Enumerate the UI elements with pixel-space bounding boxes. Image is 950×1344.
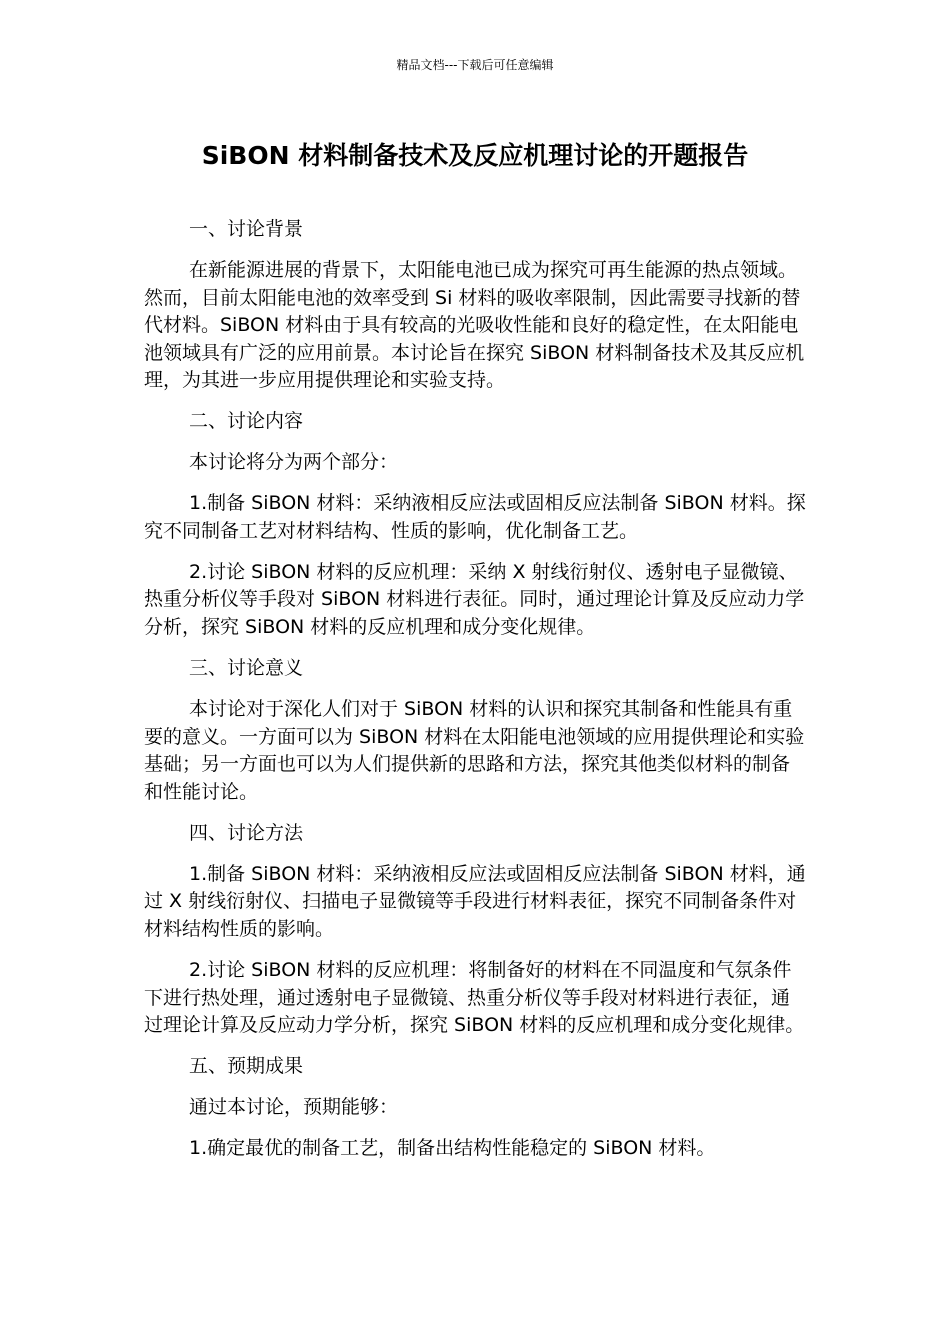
page-header: 精品文档---下载后可任意编辑 [396,58,554,72]
paragraph-background: 在新能源进展的背景下，太阳能电池已成为探究可再生能源的热点领域。然而，目前太阳能电池的效率受到 Si 材料的吸收率限制，因此需要寻找新的替代材料。SiBON 材料由于具有较高的光吸收性能和良好的稳定性，在太阳能电池领域具有广泛的应用前景。本讨论旨在探究 SiBON 材料制备技术及其反应机理，为其进一步应用提供理论和实验支持。 [144,258,805,392]
paragraph-content-intro: 本讨论将分为两个部分： [189,451,399,474]
paragraph-results-item-1: 1.确定最优的制备工艺，制备出结构性能稳定的 SiBON 材料。 [189,1137,716,1160]
paragraph-significance: 本讨论对于深化人们对于 SiBON 材料的认识和探究其制备和性能具有重要的意义。一方面可以为 SiBON 材料在太阳能电池领域的应用提供理论和实验基础；另一方面也可以为人们提供新的思路和方法，探究其他类似材料的制备和性能讨论。 [144,698,805,803]
section-heading-significance: 三、讨论意义 [189,657,304,680]
section-heading-results: 五、预期成果 [189,1055,304,1078]
document-body [144,216,806,1176]
paragraph-content-item-1: 1.制备 SiBON 材料：采纳液相反应法或固相反应法制备 SiBON 材料。探究不同制备工艺对材料结构、性质的影响，优化制备工艺。 [144,492,806,542]
paragraph-methods-item-1: 1.制备 SiBON 材料：采纳液相反应法或固相反应法制备 SiBON 材料，通过 X 射线衍射仪、扫描电子显微镜等手段进行材料表征，探究不同制备条件对材料结构性质的影响。 [144,862,806,940]
paragraph-results-intro: 通过本讨论，预期能够： [189,1096,399,1119]
section-heading-background: 一、讨论背景 [189,218,304,240]
section-heading-content: 二、讨论内容 [189,410,304,433]
paragraph-content-item-2: 2.讨论 SiBON 材料的反应机理：采纳 X 射线衍射仪、透射电子显微镜、热重分析仪等手段对 SiBON 材料进行表征。同时，通过理论计算及反应动力学分析，探究 SiBON 材料的反应机理和成分变化规律。 [144,560,805,639]
paragraph-methods-item-2: 2.讨论 SiBON 材料的反应机理：将制备好的材料在不同温度和气氛条件下进行热处理，通过透射电子显微镜、热重分析仪等手段对材料进行表征，通过理论计算及反应动力学分析，探究 SiBON 材料的反应机理和成分变化规律。 [144,958,805,1037]
section-heading-methods: 四、讨论方法 [189,821,304,844]
document-title: SiBON 材料制备技术及反应机理讨论的开题报告 [201,141,749,170]
